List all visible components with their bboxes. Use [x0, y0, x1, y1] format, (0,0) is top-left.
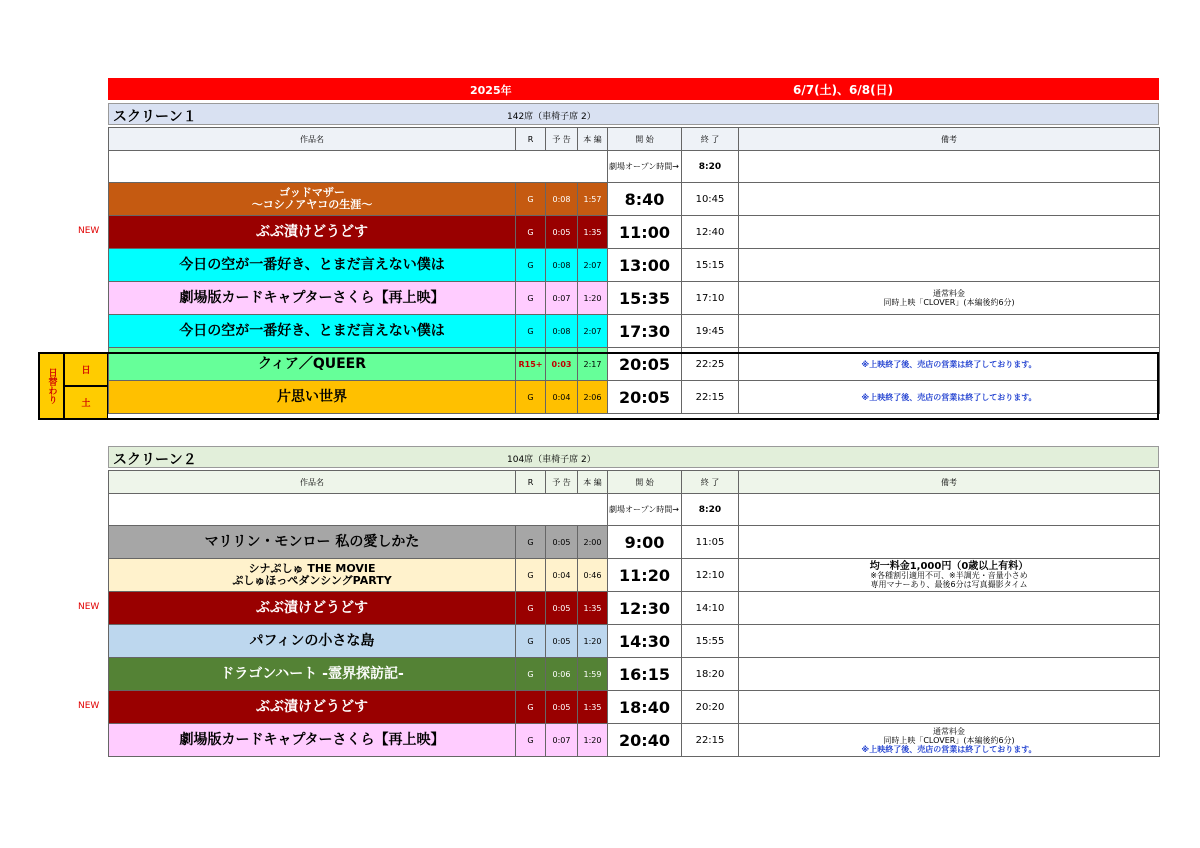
movie-title: パフィンの小さな島 — [109, 625, 516, 658]
date-label: 6/7(土)、6/8(日) — [793, 83, 894, 97]
start-time: 11:00 — [608, 216, 682, 249]
notes-cell: 通常料金 同時上映「CLOVER」(本編後約6分) — [739, 282, 1160, 315]
table-row — [109, 526, 1160, 559]
trailer-cell: 0:08 — [546, 249, 578, 282]
start-time: 8:40 — [608, 183, 682, 216]
table-row — [109, 183, 1160, 216]
open-time-row — [109, 494, 1160, 526]
trailer-cell: 0:03 — [546, 348, 578, 381]
col-trailer-header: 予 告 — [546, 128, 578, 151]
rating-cell: G — [516, 216, 546, 249]
notes-cell — [739, 526, 1160, 559]
rating-cell: G — [516, 559, 546, 592]
col-start-header: 開 始 — [608, 128, 682, 151]
screen1-seats: 142席（車椅子席 2） — [507, 112, 596, 122]
col-notes-header: 備考 — [739, 128, 1160, 151]
end-time: 12:10 — [682, 559, 739, 592]
trailer-cell: 0:05 — [546, 216, 578, 249]
rating-cell: G — [516, 249, 546, 282]
col-title-header: 作品名 — [109, 128, 516, 151]
end-time: 10:45 — [682, 183, 739, 216]
start-time: 17:30 — [608, 315, 682, 348]
notes-cell: ※上映終了後、売店の営業は終了しております。 — [739, 348, 1160, 381]
rating-cell: G — [516, 658, 546, 691]
trailer-cell: 0:05 — [546, 592, 578, 625]
end-time: 19:45 — [682, 315, 739, 348]
movie-title: 劇場版カードキャプターさくら【再上映】 — [109, 282, 516, 315]
runtime-cell: 1:20 — [578, 724, 608, 757]
trailer-cell: 0:06 — [546, 658, 578, 691]
runtime-cell: 2:07 — [578, 315, 608, 348]
movie-title: ドラゴンハート -霊界探訪記- — [109, 658, 516, 691]
col-end-header: 終 了 — [682, 471, 739, 494]
col-trailer-header: 予 告 — [546, 471, 578, 494]
start-time: 13:00 — [608, 249, 682, 282]
start-time: 9:00 — [608, 526, 682, 559]
rating-cell: G — [516, 315, 546, 348]
movie-title: 今日の空が一番好き、とまだ言えない僕は — [109, 315, 516, 348]
col-movie-header: 本 編 — [578, 128, 608, 151]
movie-title: マリリン・モンロー 私の愛しかた — [109, 526, 516, 559]
runtime-cell: 0:46 — [578, 559, 608, 592]
movie-title: ぶぶ漬けどうどす — [109, 691, 516, 724]
table-row — [109, 315, 1160, 348]
notes-cell — [739, 625, 1160, 658]
movie-title: クィア／QUEER — [109, 348, 516, 381]
col-end-header: 終 了 — [682, 128, 739, 151]
rating-cell: G — [516, 592, 546, 625]
end-time: 14:10 — [682, 592, 739, 625]
rating-cell: G — [516, 282, 546, 315]
movie-title: シナぷしゅ THE MOVIE ぷしゅほっぺダンシングPARTY — [109, 559, 516, 592]
notes-cell: 均一料金1,000円（0歳以上有料） ※各種割引適用不可、※半調光・音量小さめ 専用マナーあり、最後6分は写真撮影タイム — [739, 559, 1160, 592]
start-time: 16:15 — [608, 658, 682, 691]
table-row — [109, 249, 1160, 282]
start-time: 20:05 — [608, 381, 682, 414]
runtime-cell: 2:07 — [578, 249, 608, 282]
notes-cell — [739, 315, 1160, 348]
table-row — [109, 559, 1160, 592]
end-time: 17:10 — [682, 282, 739, 315]
table-row — [109, 216, 1160, 249]
start-time: 15:35 — [608, 282, 682, 315]
col-movie-header: 本 編 — [578, 471, 608, 494]
open-time-label: 劇場オープン時間→ — [608, 494, 682, 526]
movie-title: 片思い世界 — [109, 381, 516, 414]
trailer-cell: 0:05 — [546, 526, 578, 559]
col-rating-header: R — [516, 471, 546, 494]
movie-title: ぶぶ漬けどうどす — [109, 592, 516, 625]
table-row — [109, 282, 1160, 315]
movie-title: ゴッドマザー ～コシノアヤコの生涯～ — [109, 183, 516, 216]
column-header-row — [109, 471, 1160, 494]
end-time: 11:05 — [682, 526, 739, 559]
table-row — [109, 592, 1160, 625]
open-time-value: 8:20 — [682, 494, 739, 526]
runtime-cell: 1:57 — [578, 183, 608, 216]
start-time: 14:30 — [608, 625, 682, 658]
notes-cell — [739, 691, 1160, 724]
day-swap-sat: 土 — [64, 386, 108, 419]
table-row — [109, 348, 1160, 381]
screen1-name: スクリーン１ — [113, 109, 197, 125]
runtime-cell: 1:20 — [578, 282, 608, 315]
trailer-cell: 0:07 — [546, 282, 578, 315]
trailer-cell: 0:04 — [546, 381, 578, 414]
runtime-cell: 1:59 — [578, 658, 608, 691]
screen2-header — [108, 446, 1159, 468]
new-badge: NEW — [78, 601, 100, 612]
end-time: 22:15 — [682, 724, 739, 757]
rating-cell: G — [516, 625, 546, 658]
start-time: 12:30 — [608, 592, 682, 625]
col-notes-header: 備考 — [739, 471, 1160, 494]
end-time: 20:20 — [682, 691, 739, 724]
movie-title: 今日の空が一番好き、とまだ言えない僕は — [109, 249, 516, 282]
open-time-label: 劇場オープン時間→ — [608, 151, 682, 183]
runtime-cell: 1:35 — [578, 691, 608, 724]
col-title-header: 作品名 — [109, 471, 516, 494]
table-row — [109, 691, 1160, 724]
trailer-cell: 0:08 — [546, 315, 578, 348]
notes-cell — [739, 183, 1160, 216]
trailer-cell: 0:04 — [546, 559, 578, 592]
rating-cell: R15+ — [516, 348, 546, 381]
col-start-header: 開 始 — [608, 471, 682, 494]
notes-cell — [739, 249, 1160, 282]
table-row — [109, 381, 1160, 414]
rating-cell: G — [516, 183, 546, 216]
start-time: 20:05 — [608, 348, 682, 381]
rating-cell: G — [516, 526, 546, 559]
new-badge: NEW — [78, 700, 100, 711]
screen1-header — [108, 103, 1159, 125]
notes-cell: ※上映終了後、売店の営業は終了しております。 — [739, 381, 1160, 414]
rating-cell: G — [516, 691, 546, 724]
day-swap-sun: 日 — [64, 353, 108, 386]
table-row — [109, 658, 1160, 691]
movie-title: 劇場版カードキャプターさくら【再上映】 — [109, 724, 516, 757]
end-time: 15:55 — [682, 625, 739, 658]
screen1-schedule-table — [108, 127, 1160, 414]
runtime-cell: 2:00 — [578, 526, 608, 559]
screen2-seats: 104席（車椅子席 2） — [507, 455, 596, 465]
date-banner — [108, 78, 1159, 100]
runtime-cell: 2:17 — [578, 348, 608, 381]
trailer-cell: 0:05 — [546, 625, 578, 658]
runtime-cell: 1:35 — [578, 216, 608, 249]
screen2-schedule-table — [108, 470, 1160, 757]
open-time-row — [109, 151, 1160, 183]
start-time: 20:40 — [608, 724, 682, 757]
day-swap-label: 日替わり — [39, 353, 64, 419]
table-row — [109, 724, 1160, 757]
trailer-cell: 0:07 — [546, 724, 578, 757]
movie-title: ぶぶ漬けどうどす — [109, 216, 516, 249]
screen2-name: スクリーン２ — [113, 452, 197, 468]
col-rating-header: R — [516, 128, 546, 151]
start-time: 18:40 — [608, 691, 682, 724]
rating-cell: G — [516, 724, 546, 757]
new-badge: NEW — [78, 225, 100, 236]
end-time: 15:15 — [682, 249, 739, 282]
end-time: 18:20 — [682, 658, 739, 691]
notes-cell — [739, 216, 1160, 249]
end-time: 22:15 — [682, 381, 739, 414]
trailer-cell: 0:05 — [546, 691, 578, 724]
year-label: 2025年 — [470, 84, 512, 97]
end-time: 12:40 — [682, 216, 739, 249]
column-header-row — [109, 128, 1160, 151]
notes-cell — [739, 658, 1160, 691]
start-time: 11:20 — [608, 559, 682, 592]
trailer-cell: 0:08 — [546, 183, 578, 216]
notes-cell: 通常料金 同時上映「CLOVER」(本編後約6分) ※上映終了後、売店の営業は終了しております。 — [739, 724, 1160, 757]
table-row — [109, 625, 1160, 658]
runtime-cell: 1:20 — [578, 625, 608, 658]
runtime-cell: 2:06 — [578, 381, 608, 414]
runtime-cell: 1:35 — [578, 592, 608, 625]
open-time-value: 8:20 — [682, 151, 739, 183]
end-time: 22:25 — [682, 348, 739, 381]
notes-cell — [739, 592, 1160, 625]
rating-cell: G — [516, 381, 546, 414]
